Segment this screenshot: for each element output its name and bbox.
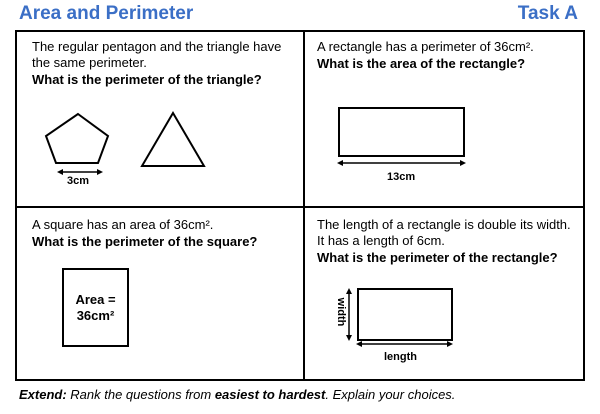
pentagon-side-label: 3cm [67, 175, 90, 187]
question-4-question: What is the perimeter of the rectangle? [317, 250, 558, 265]
question-1-text: The regular pentagon and the triangle have the same perimeter. [32, 39, 282, 70]
square-area-label [64, 292, 127, 324]
question-3-question: What is the perimeter of the square? [32, 234, 258, 249]
extend-text-b: . Explain your choices. [325, 387, 456, 402]
extend-emphasis: easiest to hardest [214, 387, 326, 402]
question-1-question: What is the perimeter of the triangle? [32, 72, 262, 87]
square-area-label-line-2: 36cm² [76, 308, 115, 323]
question-4 [317, 217, 577, 266]
question-grid [15, 30, 585, 381]
triangle-shape [140, 111, 210, 169]
extend-instruction [19, 387, 455, 402]
rectangle-2-shape [357, 288, 454, 341]
question-3 [32, 217, 292, 250]
extend-label: Extend: [19, 387, 67, 402]
length-arrow-2 [356, 339, 454, 349]
square-area-label-line-1: Area = [75, 292, 116, 307]
rectangle-width-label: width [335, 297, 347, 327]
length-arrow [337, 158, 467, 168]
task-label: Task A [517, 3, 578, 24]
question-2-question: What is the area of the rectangle? [317, 56, 526, 71]
grid-divider-horizontal [17, 206, 583, 208]
question-3-text: A square has an area of 36cm². [32, 217, 214, 232]
extend-text-a: Rank the questions from [66, 387, 215, 402]
question-1 [32, 39, 292, 88]
rectangle-2-length-label: length [384, 351, 417, 363]
pentagon-shape [45, 112, 115, 167]
question-2 [317, 39, 577, 72]
question-4-text: The length of a rectangle is double its width. It has a length of 6cm. [317, 217, 571, 248]
page-title: Area and Perimeter [19, 3, 194, 24]
rectangle-shape [338, 107, 466, 159]
square-shape [62, 268, 129, 347]
rectangle-length-label: 13cm [387, 171, 416, 183]
question-2-text: A rectangle has a perimeter of 36cm². [317, 39, 534, 54]
